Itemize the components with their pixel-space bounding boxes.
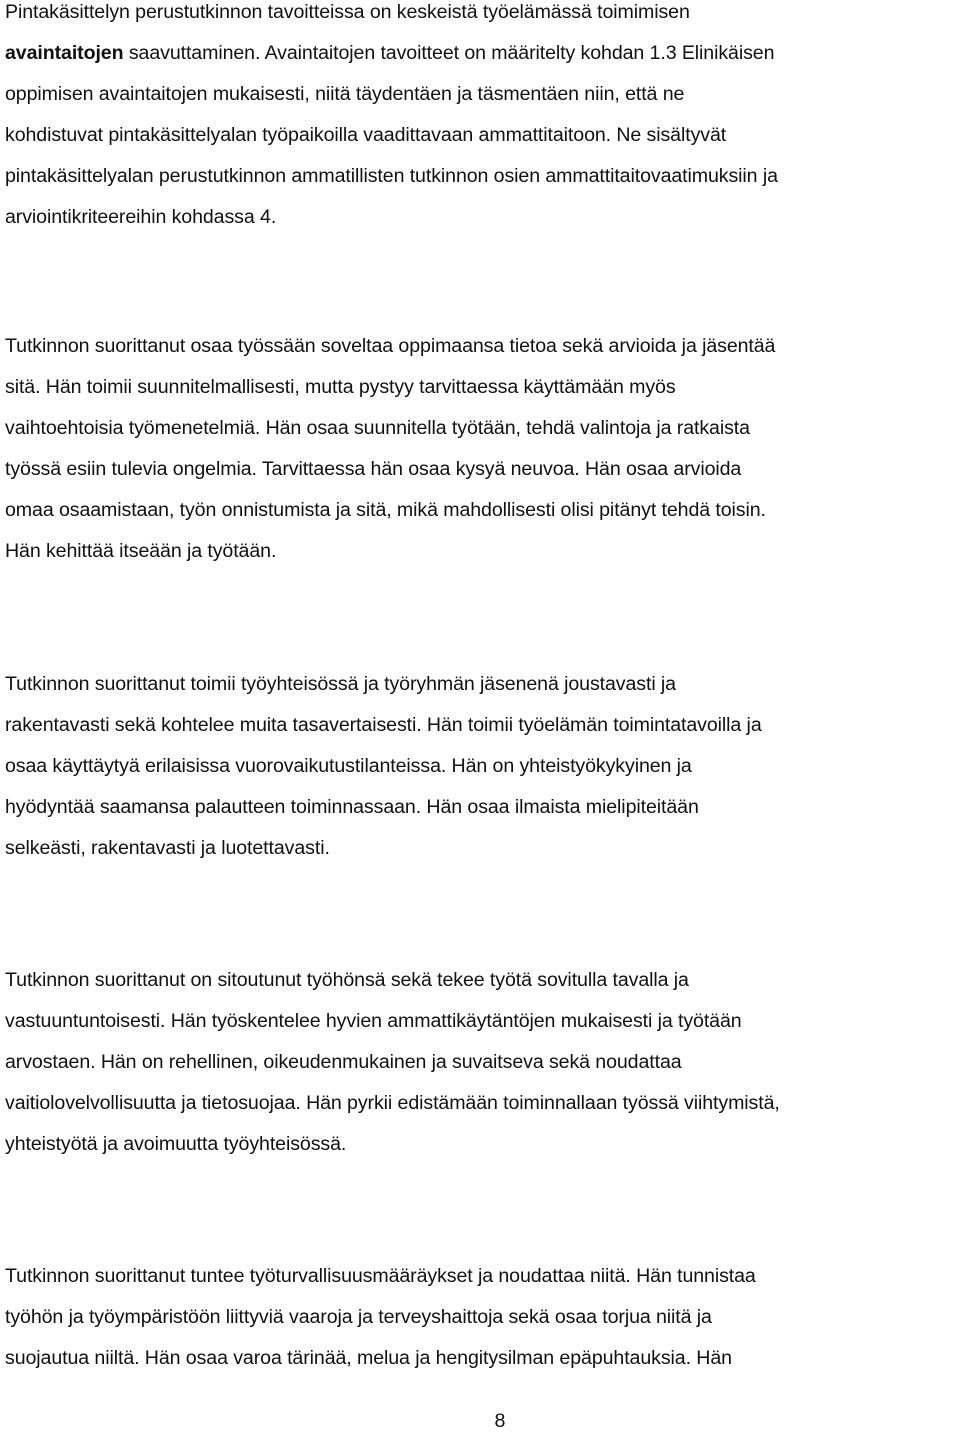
text-line: vaitiolovelvollisuutta ja tietosuojaa. Hän pyrkii edistämään toiminnallaan työssä viihtymistä, <box>5 1092 780 1114</box>
paragraph-key-skills-intro <box>5 0 778 238</box>
text-line: Pintakäsittelyn perustutkinnon tavoitteissa on keskeistä työelämässä toimimisen <box>5 1 690 23</box>
text-line: arvostaen. Hän on rehellinen, oikeudenmukainen ja suvaitseva sekä noudattaa <box>5 1051 682 1073</box>
text-line: osaa käyttäytyä erilaisissa vuorovaikutustilanteissa. Hän on yhteistyökykyinen ja <box>5 755 692 777</box>
text-line: Tutkinnon suorittanut on sitoutunut työhönsä sekä tekee työtä sovitulla tavalla ja <box>5 969 689 991</box>
paragraph-health-and-safety <box>5 1256 756 1379</box>
text-line: Tutkinnon suorittanut osaa työssään soveltaa oppimaansa tietoa sekä arvioida ja jäsentää <box>5 335 776 357</box>
text-line: oppimisen avaintaitojen mukaisesti, niitä täydentäen ja täsmentäen niin, että ne <box>5 83 685 105</box>
text-line: omaa osaamistaan, työn onnistumista ja sitä, mikä mahdollisesti olisi pitänyt tehdä toisin. <box>5 499 766 521</box>
text-line <box>5 33 778 74</box>
page-number: 8 <box>494 1410 506 1432</box>
text-line: vaihtoehtoisia työmenetelmiä. Hän osaa suunnitella työtään, tehdä valintoja ja ratkaista <box>5 417 750 439</box>
paragraph-professional-ethics <box>5 960 780 1165</box>
text-line: Hän kehittää itseään ja työtään. <box>5 540 277 562</box>
text-line-rest: saavuttaminen. Avaintaitojen tavoitteet on määritelty kohdan 1.3 Elinikäisen <box>123 42 775 64</box>
text-line: Tutkinnon suorittanut toimii työyhteisössä ja työryhmän jäsenenä joustavasti ja <box>5 673 676 695</box>
bold-term: avaintaitojen <box>5 42 124 64</box>
text-line: rakentavasti sekä kohtelee muita tasavertaisesti. Hän toimii työelämän toimintatavoilla ja <box>5 714 762 736</box>
text-line: työhön ja työympäristöön liittyviä vaaroja ja terveyshaittoja sekä osaa torjua niitä ja <box>5 1306 712 1328</box>
text-line: selkeästi, rakentavasti ja luotettavasti. <box>5 837 330 859</box>
paragraph-interaction-and-cooperation <box>5 664 762 869</box>
text-line: arviointikriteereihin kohdassa 4. <box>5 206 277 228</box>
text-line: hyödyntää saamansa palautteen toiminnassaan. Hän osaa ilmaista mielipiteitään <box>5 796 699 818</box>
text-line: yhteistyötä ja avoimuutta työyhteisössä. <box>5 1133 347 1155</box>
text-line: pintakäsittelyalan perustutkinnon ammatillisten tutkinnon osien ammattitaitovaatimuksiin ja <box>5 165 778 187</box>
paragraph-learning-and-problem-solving <box>5 326 775 572</box>
text-line: kohdistuvat pintakäsittelyalan työpaikoilla vaadittavaan ammattitaitoon. Ne sisältyvät <box>5 124 727 146</box>
text-line: vastuuntuntoisesti. Hän työskentelee hyvien ammattikäytäntöjen mukaisesti ja työtään <box>5 1010 742 1032</box>
text-line: suojautua niiltä. Hän osaa varoa tärinää, melua ja hengitysilman epäpuhtauksia. Hän <box>5 1347 732 1369</box>
text-line: työssä esiin tulevia ongelmia. Tarvittaessa hän osaa kysyä neuvoa. Hän osaa arvioida <box>5 458 742 480</box>
text-line: Tutkinnon suorittanut tuntee työturvallisuusmääräykset ja noudattaa niitä. Hän tunnistaa <box>5 1265 756 1287</box>
text-line: sitä. Hän toimii suunnitelmallisesti, mutta pystyy tarvittaessa käyttämään myös <box>5 376 676 398</box>
